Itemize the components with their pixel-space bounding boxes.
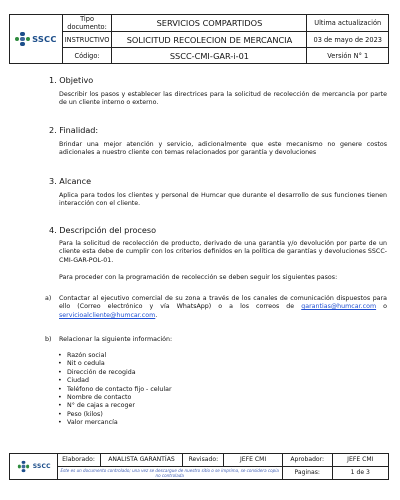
list-item: • Ciudad xyxy=(58,377,89,385)
document-footer xyxy=(9,453,389,480)
list-item: • Razón social xyxy=(58,352,107,359)
revisado-value: JEFE CMI xyxy=(224,454,283,467)
code-value: SSCC-CMI-GAR-i-01 xyxy=(112,48,307,64)
list-item: • Peso (kilos) xyxy=(58,410,103,418)
section-heading-finalidad: 2. Finalidad: xyxy=(49,125,99,135)
section-heading-descripcion: 4. Descripción del proceso xyxy=(49,225,157,235)
section-body-descripcion-p1: Para la solicitud de recolección de producto, derivado de una garantía y/o devolución por parte de un cliente esta debe de cumplir con los criterios definidos en la política de garantías y devoluciones SSCC-CMI-GAR-POL-01. xyxy=(59,240,387,264)
doc-type-value: SERVICIOS COMPARTIDOS xyxy=(112,15,307,32)
code-label: Código: xyxy=(62,48,112,64)
logo-dots-icon xyxy=(15,32,30,47)
document-header xyxy=(9,14,389,64)
step-a-text xyxy=(59,295,387,320)
list-item: • N° de cajas a recoger xyxy=(58,402,135,410)
section-body-alcance: Aplica para todos los clientes y personal de Humcar que durante el desarrollo de sus funciones tienen interacción con el cliente. xyxy=(59,192,387,208)
pages-value: 1 de 3 xyxy=(332,467,388,480)
last-update-date: 03 de mayo de 2023 xyxy=(307,32,389,48)
step-b-text: Relacionar la siguiente información: xyxy=(59,336,173,343)
revisado-label: Revisado: xyxy=(183,454,224,467)
list-item: • Valor mercancía xyxy=(58,419,118,427)
email-servicio-link[interactable]: servicioalcliente@humcar.com xyxy=(59,311,156,319)
section-body-objetivo: Describir los pasos y establecer las directrices para la solicitud de recolección de mercancía por parte de un cliente interno o externo. xyxy=(59,91,387,107)
step-a-connector: o xyxy=(376,303,387,311)
step-a-body: Contactar al ejecutivo comercial de su zona a través de los canales de comunicación dispuestos para ello (Correo electrónico y vía WhatsApp) o a los correos de xyxy=(59,295,387,311)
doc-kind: INSTRUCTIVO xyxy=(62,32,112,48)
step-a-end: . xyxy=(155,311,158,319)
logo-cell xyxy=(10,15,63,64)
elaborado-value: ANALISTA GARANTÍAS xyxy=(100,454,183,467)
version: Versión N° 1 xyxy=(307,48,389,64)
info-list xyxy=(58,352,172,428)
aprobador-label: Aprobador: xyxy=(282,454,332,467)
controlled-copy-note: Este es un documento controlado; una vez se descargue de nuestro sitio o se imprima, se considera copia no controlada xyxy=(57,467,282,480)
section-body-finalidad: Brindar una mejor atención y servicio, adicionalmente que este mecanismo no genere costos adicionales a nuestro cliente con temas relacionados por garantía y devoluciones xyxy=(59,141,387,157)
list-item: • Dirección de recogida xyxy=(58,368,136,376)
footer-logo xyxy=(12,459,55,474)
pages-label: Paginas: xyxy=(282,467,332,480)
section-heading-alcance: 3. Alcance xyxy=(49,176,92,186)
elaborado-label: Elaborado: xyxy=(57,454,100,467)
footer-logo-cell xyxy=(10,454,58,480)
footer-logo-text: SSCC xyxy=(32,462,51,470)
logo-text: SSCC xyxy=(32,34,57,44)
section-body-descripcion-p2: Para proceder con la programación de recolección se deben seguir los siguientes pasos: xyxy=(59,274,338,281)
list-item: • Nombre de contacto xyxy=(58,394,132,402)
section-heading-objetivo: 1. Objetivo xyxy=(49,75,94,85)
doc-title: SOLICITUD RECOLECION DE MERCANCIA xyxy=(112,32,307,48)
last-update-label: Ultima actualización xyxy=(307,15,389,32)
email-garantias-link[interactable]: garantias@humcar.com xyxy=(301,303,377,311)
company-logo xyxy=(12,32,60,47)
doc-type-label: Tipo documento: xyxy=(62,15,112,32)
step-a-label: a) xyxy=(45,295,52,302)
step-b-label: b) xyxy=(45,336,52,343)
aprobador-value: JEFE CMI xyxy=(332,454,388,467)
list-item: • Nit o cedula xyxy=(58,360,105,368)
list-item: • Teléfono de contacto fijo - celular xyxy=(58,385,172,393)
logo-dots-icon xyxy=(18,461,29,472)
